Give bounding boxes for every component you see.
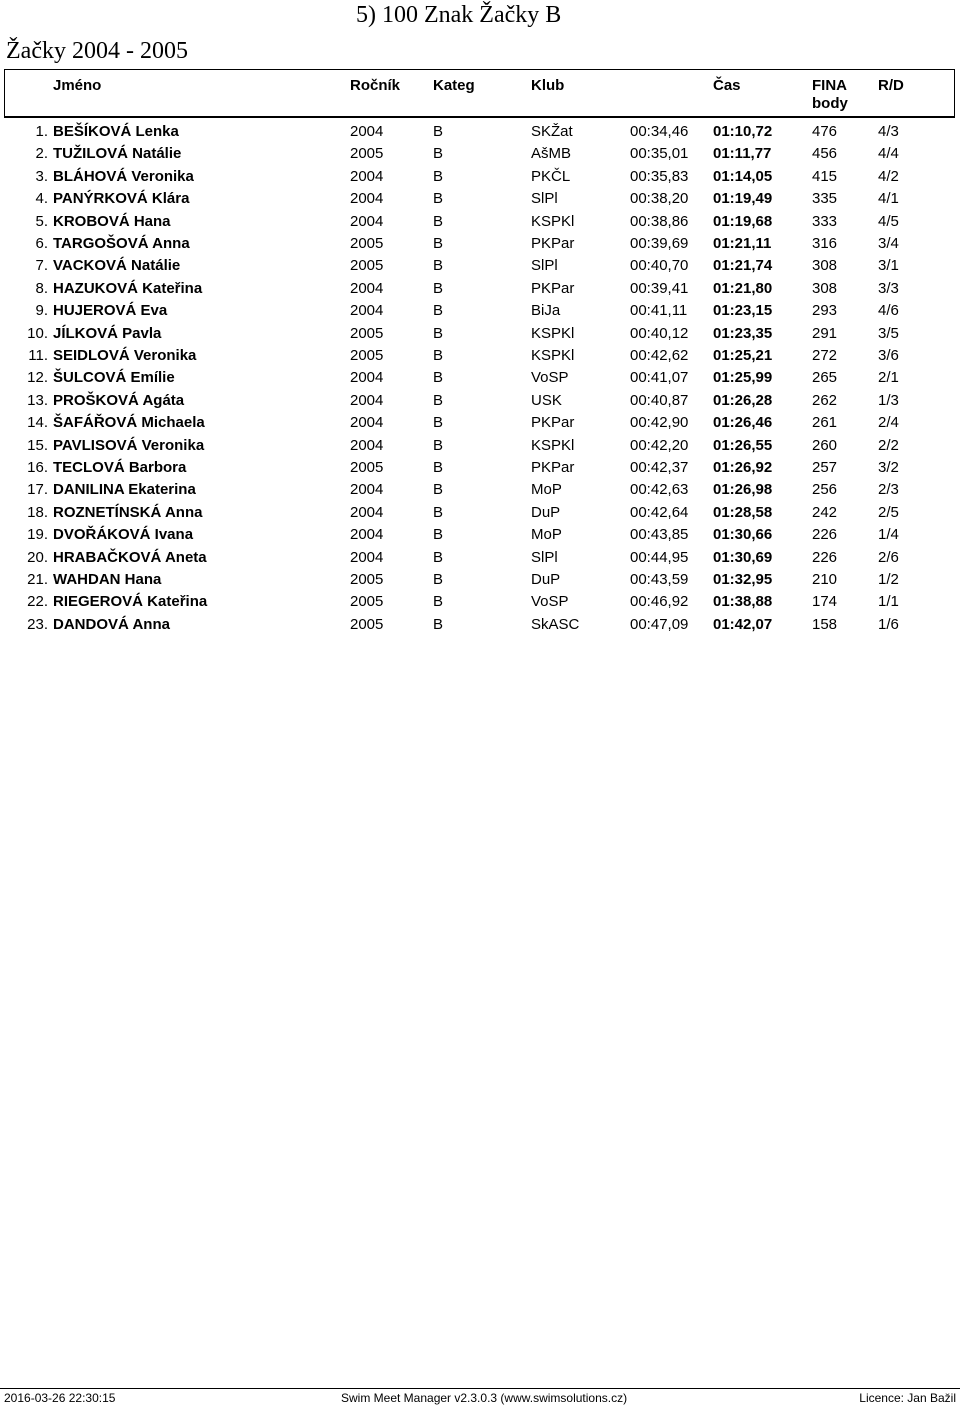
split-time: 00:42,20 — [630, 436, 689, 454]
table-row — [0, 121, 960, 143]
swimmer-name: JÍLKOVÁ Pavla — [53, 324, 162, 342]
header-name: Jméno — [53, 77, 102, 94]
final-time: 01:25,21 — [713, 347, 773, 364]
category: B — [433, 503, 444, 521]
swimmer-name: SEIDLOVÁ Veronika — [53, 347, 197, 364]
fina-points: 242 — [812, 503, 838, 521]
club: DuP — [531, 503, 561, 521]
club: VoSP — [531, 593, 569, 611]
result-rank: 3. — [35, 167, 48, 185]
fina-points: 265 — [812, 369, 838, 387]
fina-points: 333 — [812, 212, 838, 230]
swimmer-name: TARGOŠOVÁ Anna — [53, 235, 190, 252]
category: B — [433, 391, 444, 409]
table-row — [0, 188, 960, 210]
category: B — [433, 347, 444, 364]
heat-lane: 1/4 — [878, 526, 899, 544]
footer-licence: Licence: Jan Bažil — [859, 1391, 956, 1405]
split-time: 00:34,46 — [630, 123, 689, 140]
header-time: Čas — [713, 77, 741, 94]
swimmer-name: BEŠÍKOVÁ Lenka — [53, 123, 179, 140]
club: PKPar — [531, 459, 575, 476]
result-rank: 7. — [35, 257, 48, 275]
birth-year: 2005 — [350, 347, 384, 364]
swimmer-name: PAVLISOVÁ Veronika — [53, 436, 205, 454]
fina-points: 335 — [812, 190, 838, 208]
footer-software: Swim Meet Manager v2.3.0.3 (www.swimsolutions.cz) — [341, 1391, 628, 1405]
result-rank: 1. — [35, 123, 48, 140]
heat-lane: 3/1 — [878, 257, 899, 275]
table-row — [0, 390, 960, 412]
heat-lane: 4/1 — [878, 190, 899, 208]
club: MoP — [531, 481, 562, 499]
fina-points: 260 — [812, 436, 838, 454]
table-row — [0, 233, 960, 255]
birth-year: 2004 — [350, 369, 384, 387]
final-time: 01:23,15 — [713, 302, 773, 320]
result-rank: 6. — [35, 235, 48, 252]
header-fina-points: body — [812, 95, 848, 112]
swimmer-name: PROŠKOVÁ Agáta — [53, 391, 185, 409]
birth-year: 2004 — [350, 503, 384, 521]
category: B — [433, 123, 444, 140]
table-row — [0, 457, 960, 479]
fina-points: 272 — [812, 347, 838, 364]
final-time: 01:25,99 — [713, 369, 773, 387]
table-row — [0, 255, 960, 277]
table-row — [0, 524, 960, 546]
split-time: 00:46,92 — [630, 593, 689, 611]
fina-points: 226 — [812, 526, 838, 544]
heat-lane: 1/1 — [878, 593, 899, 611]
fina-points: 293 — [812, 302, 838, 320]
swimmer-name: KROBOVÁ Hana — [53, 212, 171, 230]
club: DuP — [531, 571, 561, 588]
category: B — [433, 548, 444, 566]
header-year: Ročník — [350, 77, 401, 94]
category: B — [433, 571, 444, 588]
fina-points: 256 — [812, 481, 838, 499]
result-rank: 5. — [35, 212, 48, 230]
heat-lane: 4/4 — [878, 145, 899, 163]
table-row — [0, 479, 960, 501]
heat-lane: 1/6 — [878, 615, 899, 633]
swimmer-name: HUJEROVÁ Eva — [53, 302, 168, 320]
split-time: 00:42,37 — [630, 459, 689, 476]
result-rank: 10. — [27, 324, 48, 342]
table-row — [0, 211, 960, 233]
birth-year: 2004 — [350, 212, 384, 230]
club: AšMB — [531, 145, 572, 163]
club: SlPl — [531, 190, 558, 208]
table-row — [0, 502, 960, 524]
split-time: 00:38,20 — [630, 190, 689, 208]
event-title: 5) 100 Znak Žačky B — [356, 2, 562, 28]
final-time: 01:21,80 — [713, 279, 773, 297]
split-time: 00:43,59 — [630, 571, 689, 588]
result-rank: 9. — [35, 302, 48, 320]
club: PKPar — [531, 279, 575, 297]
birth-year: 2005 — [350, 324, 384, 342]
final-time: 01:42,07 — [713, 615, 773, 633]
heat-lane: 3/4 — [878, 235, 899, 252]
category: B — [433, 302, 444, 320]
category: B — [433, 481, 444, 499]
fina-points: 415 — [812, 167, 838, 185]
club: SlPl — [531, 548, 558, 566]
swimmer-name: ROZNETÍNSKÁ Anna — [53, 503, 203, 521]
club: PKČL — [531, 167, 571, 185]
result-rank: 19. — [27, 526, 48, 544]
swimmer-name: HRABAČKOVÁ Aneta — [53, 548, 207, 566]
result-rank: 22. — [27, 593, 48, 611]
final-time: 01:32,95 — [713, 571, 773, 588]
category: B — [433, 436, 444, 454]
birth-year: 2004 — [350, 481, 384, 499]
club: KSPKl — [531, 212, 575, 230]
birth-year: 2004 — [350, 302, 384, 320]
split-time: 00:42,64 — [630, 503, 689, 521]
birth-year: 2005 — [350, 571, 384, 588]
category: B — [433, 324, 444, 342]
category: B — [433, 369, 444, 387]
split-time: 00:42,63 — [630, 481, 689, 499]
birth-year: 2005 — [350, 145, 384, 163]
fina-points: 291 — [812, 324, 838, 342]
swimmer-name: DVOŘÁKOVÁ Ivana — [53, 526, 194, 544]
birth-year: 2004 — [350, 526, 384, 544]
split-time: 00:43,85 — [630, 526, 689, 544]
table-row — [0, 547, 960, 569]
final-time: 01:11,77 — [713, 145, 772, 163]
final-time: 01:38,88 — [713, 593, 773, 611]
result-rank: 18. — [27, 503, 48, 521]
split-time: 00:42,62 — [630, 347, 689, 364]
header-club: Klub — [531, 77, 565, 94]
result-rank: 15. — [27, 436, 48, 454]
birth-year: 2004 — [350, 167, 384, 185]
final-time: 01:26,55 — [713, 436, 773, 454]
footer-divider — [0, 1388, 960, 1389]
heat-lane: 2/5 — [878, 503, 899, 521]
split-time: 00:40,87 — [630, 391, 689, 409]
heat-lane: 3/3 — [878, 279, 899, 297]
club: KSPKl — [531, 436, 575, 454]
final-time: 01:26,46 — [713, 414, 773, 432]
category-title: Žačky 2004 - 2005 — [6, 38, 188, 64]
final-time: 01:30,66 — [713, 526, 773, 544]
fina-points: 262 — [812, 391, 838, 409]
table-row — [0, 278, 960, 300]
swimmer-name: VACKOVÁ Natálie — [53, 257, 181, 275]
swimmer-name: RIEGEROVÁ Kateřina — [53, 593, 208, 611]
heat-lane: 3/5 — [878, 324, 899, 342]
split-time: 00:35,01 — [630, 145, 689, 163]
table-row — [0, 367, 960, 389]
swimmer-name: ŠAFÁŘOVÁ Michaela — [53, 414, 205, 432]
fina-points: 226 — [812, 548, 838, 566]
final-time: 01:21,11 — [713, 235, 772, 252]
club: SKŽat — [531, 123, 573, 140]
result-rank: 11. — [28, 347, 48, 364]
result-rank: 12. — [27, 369, 48, 387]
club: SkASC — [531, 615, 580, 633]
heat-lane: 4/2 — [878, 167, 899, 185]
birth-year: 2004 — [350, 123, 384, 140]
swimmer-name: TECLOVÁ Barbora — [53, 459, 187, 476]
split-time: 00:42,90 — [630, 414, 689, 432]
result-rank: 4. — [35, 190, 48, 208]
fina-points: 261 — [812, 414, 838, 432]
final-time: 01:14,05 — [713, 167, 773, 185]
category: B — [433, 414, 444, 432]
birth-year: 2004 — [350, 436, 384, 454]
swimmer-name: WAHDAN Hana — [53, 571, 162, 588]
swimmer-name: PANÝRKOVÁ Klára — [53, 190, 190, 208]
split-time: 00:41,07 — [630, 369, 689, 387]
swimmer-name: HAZUKOVÁ Kateřina — [53, 279, 203, 297]
swimmer-name: BLÁHOVÁ Veronika — [53, 167, 194, 185]
birth-year: 2004 — [350, 190, 384, 208]
fina-points: 456 — [812, 145, 838, 163]
birth-year: 2004 — [350, 548, 384, 566]
category: B — [433, 145, 444, 163]
table-row — [0, 323, 960, 345]
birth-year: 2005 — [350, 615, 384, 633]
category: B — [433, 615, 444, 633]
category: B — [433, 212, 444, 230]
category: B — [433, 459, 444, 476]
split-time: 00:35,83 — [630, 167, 689, 185]
fina-points: 174 — [812, 593, 838, 611]
final-time: 01:28,58 — [713, 503, 773, 521]
swimmer-name: TUŽILOVÁ Natálie — [53, 145, 182, 163]
split-time: 00:39,41 — [630, 279, 689, 297]
result-rank: 14. — [27, 414, 48, 432]
club: VoSP — [531, 369, 569, 387]
heat-lane: 1/2 — [878, 571, 899, 588]
birth-year: 2005 — [350, 593, 384, 611]
birth-year: 2004 — [350, 391, 384, 409]
split-time: 00:38,86 — [630, 212, 689, 230]
category: B — [433, 526, 444, 544]
final-time: 01:23,35 — [713, 324, 773, 342]
swimmer-name: DANILINA Ekaterina — [53, 481, 196, 499]
final-time: 01:26,92 — [713, 459, 773, 476]
split-time: 00:39,69 — [630, 235, 689, 252]
split-time: 00:41,11 — [630, 302, 688, 320]
header-category: Kateg — [433, 77, 475, 94]
split-time: 00:40,70 — [630, 257, 689, 275]
heat-lane: 1/3 — [878, 391, 899, 409]
result-rank: 23. — [27, 615, 48, 633]
footer-timestamp: 2016-03-26 22:30:15 — [4, 1391, 116, 1405]
heat-lane: 2/4 — [878, 414, 899, 432]
final-time: 01:19,68 — [713, 212, 773, 230]
swimmer-name: ŠULCOVÁ Emílie — [53, 369, 175, 387]
heat-lane: 3/6 — [878, 347, 899, 364]
split-time: 00:40,12 — [630, 324, 689, 342]
final-time: 01:26,98 — [713, 481, 773, 499]
heat-lane: 4/3 — [878, 123, 899, 140]
category: B — [433, 257, 444, 275]
result-rank: 2. — [35, 145, 48, 163]
birth-year: 2005 — [350, 459, 384, 476]
result-rank: 21. — [27, 571, 48, 588]
final-time: 01:30,69 — [713, 548, 773, 566]
final-time: 01:21,74 — [713, 257, 773, 275]
heat-lane: 4/6 — [878, 302, 899, 320]
club: KSPKl — [531, 324, 575, 342]
club: PKPar — [531, 414, 575, 432]
table-row — [0, 412, 960, 434]
club: MoP — [531, 526, 562, 544]
table-row — [0, 614, 960, 636]
table-row — [0, 591, 960, 613]
fina-points: 476 — [812, 123, 838, 140]
final-time: 01:19,49 — [713, 190, 773, 208]
header-fina: FINA — [812, 77, 847, 94]
table-row — [0, 569, 960, 591]
club: BiJa — [531, 302, 561, 320]
heat-lane: 2/3 — [878, 481, 899, 499]
result-rank: 13. — [27, 391, 48, 409]
club: KSPKl — [531, 347, 575, 364]
birth-year: 2005 — [350, 257, 384, 275]
fina-points: 158 — [812, 615, 838, 633]
result-rank: 16. — [27, 459, 48, 476]
split-time: 00:47,09 — [630, 615, 689, 633]
category: B — [433, 593, 444, 611]
category: B — [433, 167, 444, 185]
heat-lane: 4/5 — [878, 212, 899, 230]
final-time: 01:26,28 — [713, 391, 773, 409]
heat-lane: 3/2 — [878, 459, 899, 476]
category: B — [433, 235, 444, 252]
heat-lane: 2/1 — [878, 369, 899, 387]
category: B — [433, 279, 444, 297]
fina-points: 308 — [812, 279, 838, 297]
birth-year: 2005 — [350, 235, 384, 252]
club: USK — [531, 391, 562, 409]
table-row — [0, 143, 960, 165]
birth-year: 2004 — [350, 279, 384, 297]
table-row — [0, 345, 960, 367]
fina-points: 316 — [812, 235, 838, 252]
fina-points: 210 — [812, 571, 838, 588]
heat-lane: 2/6 — [878, 548, 899, 566]
swimmer-name: DANDOVÁ Anna — [53, 615, 170, 633]
birth-year: 2004 — [350, 414, 384, 432]
club: PKPar — [531, 235, 575, 252]
final-time: 01:10,72 — [713, 123, 773, 140]
table-row — [0, 435, 960, 457]
table-row — [0, 300, 960, 322]
heat-lane: 2/2 — [878, 436, 899, 454]
club: SlPl — [531, 257, 558, 275]
split-time: 00:44,95 — [630, 548, 689, 566]
result-rank: 20. — [27, 548, 48, 566]
result-rank: 17. — [27, 481, 48, 499]
result-rank: 8. — [35, 279, 48, 297]
fina-points: 308 — [812, 257, 838, 275]
header-rd: R/D — [878, 77, 904, 94]
fina-points: 257 — [812, 459, 838, 476]
category: B — [433, 190, 444, 208]
table-row — [0, 166, 960, 188]
